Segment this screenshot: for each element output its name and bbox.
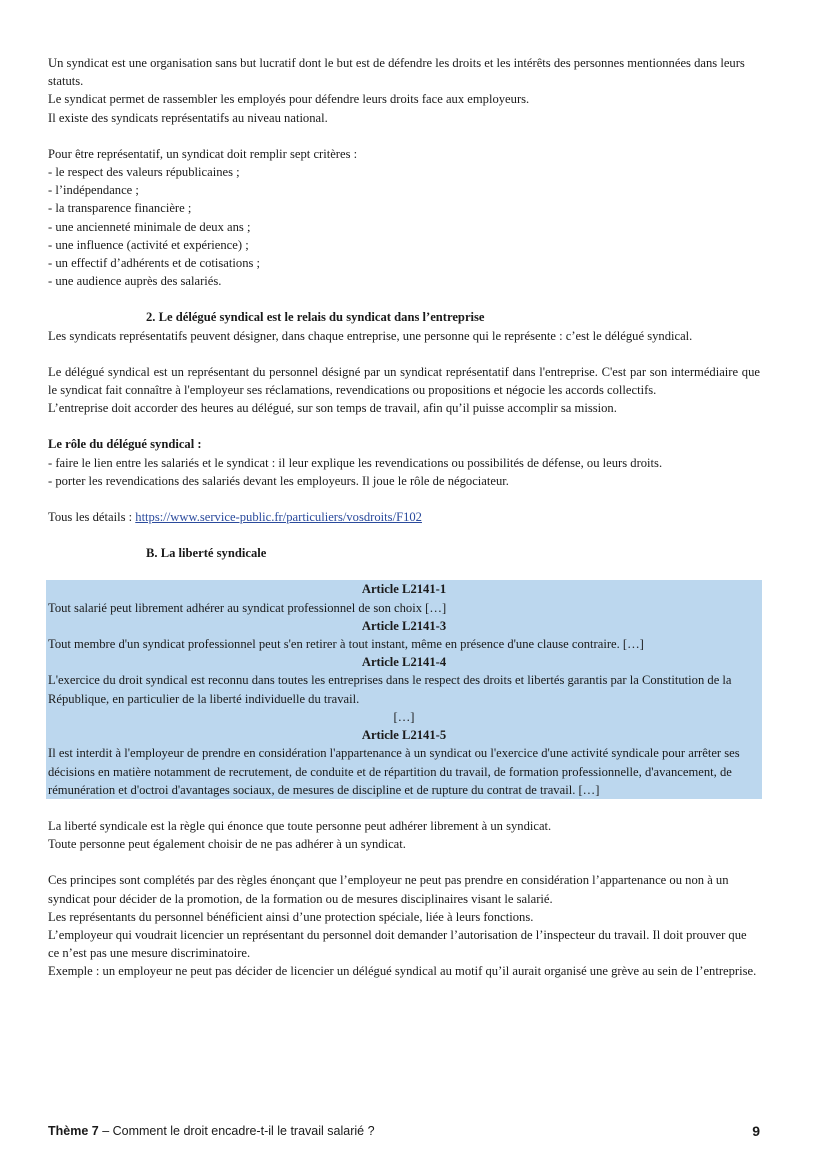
article-title: Article L2141-4 [361, 655, 447, 670]
criteria-item: - le respect des valeurs républicaines ; [48, 165, 240, 180]
articles-box [46, 580, 762, 798]
criteria-item: - une ancienneté minimale de deux ans ; [48, 219, 251, 234]
section-b-heading: B. La liberté syndicale [146, 546, 267, 561]
document-page [48, 54, 760, 981]
criteria-lead: Pour être représentatif, un syndicat doit remplir sept critères : [48, 146, 358, 161]
details-label: Tous les détails : [48, 510, 136, 525]
page-number: 9 [752, 1123, 760, 1139]
criteria-item: - une influence (activité et expérience) ; [48, 237, 249, 252]
article-title: Article L2141-1 [361, 582, 447, 597]
footer-theme-title: – Comment le droit encadre-t-il le travail salarié ? [98, 1124, 375, 1138]
article-title: Article L2141-3 [361, 618, 447, 633]
liberty-paragraph-5: L’employeur qui voudrait licencier un représentant du personnel doit demander l’autorisation de l’inspecteur du travail. Il doit prouver que ce n’est pas une mesure discriminatoire. [48, 927, 747, 961]
role-item: - porter les revendications des salariés devant les employeurs. Il joue le rôle de négociateur. [48, 473, 509, 488]
article-text: Tout salarié peut librement adhérer au syndicat professionnel de son choix […] [48, 600, 447, 615]
article-ellipsis: […] [393, 709, 415, 724]
article-text: Il est interdit à l'employeur de prendre en considération l'appartenance à un syndicat ou l'exercice d'une activité syndicale pour arrêter ses décisions en matière notamment de recrutement, de conduite et de répartition du travail, de formation professionnelle, d'avancement, de rémunération et d'octroi d'avantages sociaux, de mesures de discipline et de rupture du contrat de travail. […] [48, 746, 740, 797]
liberty-paragraph-2: Toute personne peut également choisir de ne pas adhérer à un syndicat. [48, 837, 406, 852]
article-text: L'exercice du droit syndical est reconnu dans toutes les entreprises dans le respect des droits et libertés garantis par la Constitution de la République, en particulier de la liberté individuelle du travail. [48, 673, 732, 706]
criteria-item: - une audience auprès des salariés. [48, 274, 222, 289]
intro-paragraph-1: Un syndicat est une organisation sans but lucratif dont le but est de défendre les droits et les intérêts des personnes mentionnées dans leurs statuts. [48, 56, 745, 89]
section-2-heading: 2. Le délégué syndical est le relais du syndicat dans l’entreprise [146, 310, 485, 325]
liberty-paragraph-3: Ces principes sont complétés par des règles énonçant que l’employeur ne peut pas prendre en considération l’appartenance ou non à un syndicat pour décider de la promotion, de la formation ou de mesures disciplinaires visant le salarié. [48, 873, 729, 906]
article-title: Article L2141-5 [361, 728, 447, 743]
criteria-item: - l’indépendance ; [48, 183, 139, 198]
section-2-paragraph-2: Le délégué syndical est un représentant du personnel désigné par un syndicat représentatif dans l'entreprise. C'est par son intermédiaire que le syndicat fait connaître à l'employeur ses réclamations, revendications ou propositions et négocie les accords collectifs. [48, 364, 760, 398]
intro-paragraph-3: Il existe des syndicats représentatifs au niveau national. [48, 110, 328, 125]
liberty-paragraph-4: Les représentants du personnel bénéficient ainsi d’une protection spéciale, liée à leurs fonctions. [48, 909, 534, 924]
liberty-paragraph-1: La liberté syndicale est la règle qui énonce que toute personne peut adhérer librement à un syndicat. [48, 818, 552, 833]
criteria-item: - un effectif d’adhérents et de cotisations ; [48, 256, 261, 271]
section-2-paragraph-1: Les syndicats représentatifs peuvent désigner, dans chaque entreprise, une personne qui le représente : c’est le délégué syndical. [48, 328, 693, 343]
details-link[interactable]: https://www.service-public.fr/particuliers/vosdroits/F102 [135, 510, 422, 525]
details-line [48, 508, 760, 526]
footer-theme-label: Thème 7 [48, 1124, 99, 1138]
role-item: - faire le lien entre les salariés et le syndicat : il leur explique les revendications ou possibilités de défense, ou leurs droits. [48, 455, 663, 470]
page-footer [48, 1124, 760, 1138]
section-2-paragraph-3: L’entreprise doit accorder des heures au délégué, sur son temps de travail, afin qu’il puisse accomplir sa mission. [48, 401, 617, 416]
liberty-paragraph-6: Exemple : un employeur ne peut pas décider de licencier un délégué syndical au motif qu’il aurait organisé une grève au sein de l’entreprise. [48, 964, 757, 979]
criteria-item: - la transparence financière ; [48, 201, 192, 216]
intro-paragraph-2: Le syndicat permet de rassembler les employés pour défendre leurs droits face aux employeurs. [48, 92, 530, 107]
role-heading: Le rôle du délégué syndical : [48, 437, 202, 452]
article-text: Tout membre d'un syndicat professionnel peut s'en retirer à tout instant, même en présence d'une clause contraire. […] [48, 637, 644, 652]
